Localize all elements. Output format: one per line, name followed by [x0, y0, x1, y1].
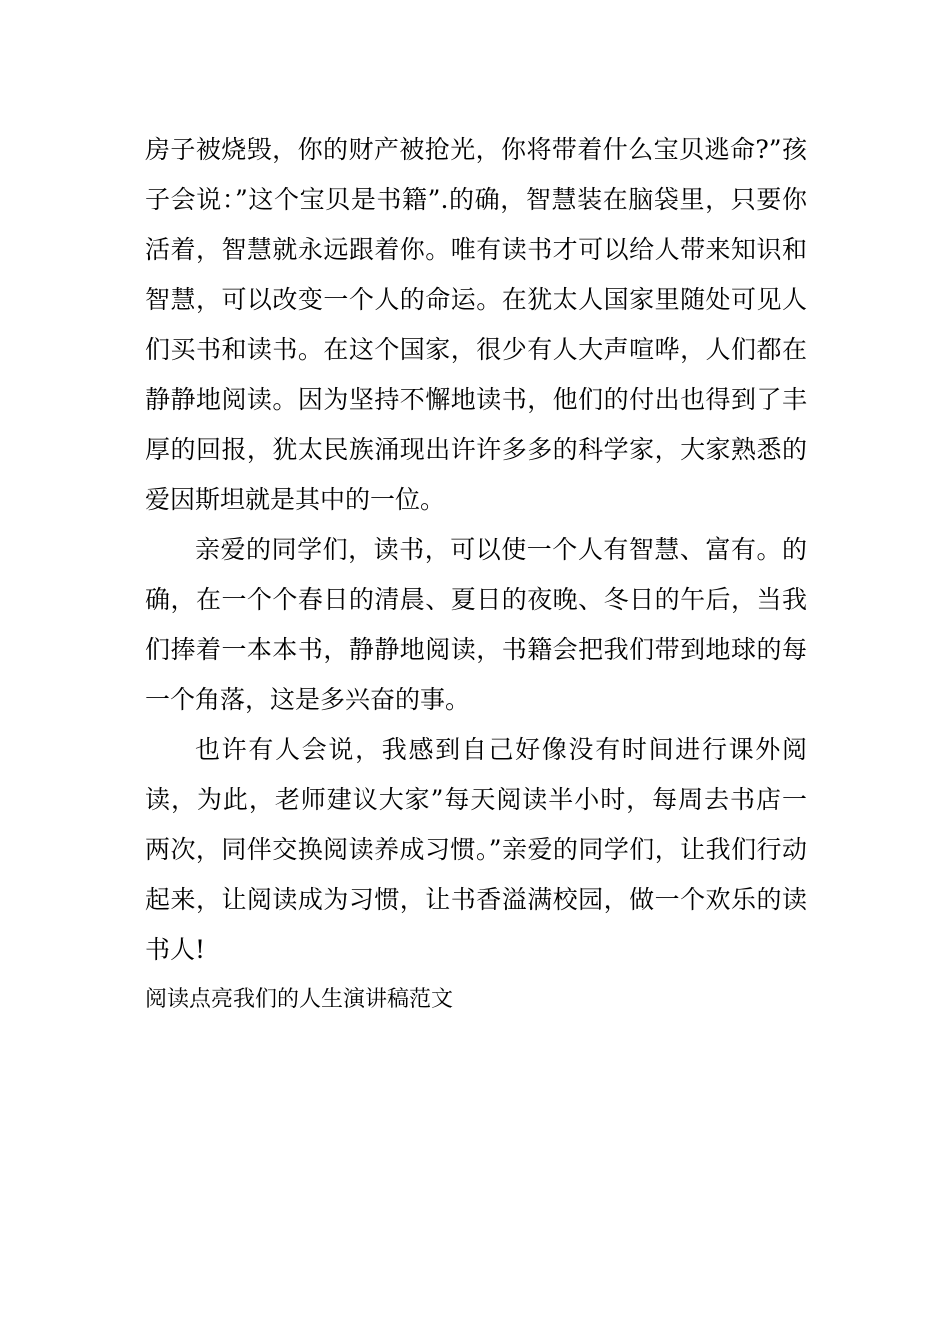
document-body: [145, 125, 807, 1025]
paragraph-1: 房子被烧毁，你的财产被抢光，你将带着什么宝贝逃命?”孩子会说：”这个宝贝是书籍”.的确，智慧装在脑袋里，只要你活着，智慧就永远跟着你。唯有读书才可以给人带来知识和智慧，可以改变一个人的命运。在犹太人国家里随处可见人们买书和读书。在这个国家，很少有人大声喧哗，人们都在静静地阅读。因为坚持不懈地读书，他们的付出也得到了丰厚的回报，犹太民族涌现出许许多多的科学家，大家熟悉的爱因斯坦就是其中的一位。: [145, 135, 807, 514]
paragraph-2: 亲爱的同学们，读书，可以使一个人有智慧、富有。的确，在一个个春日的清晨、夏日的夜晚、冬日的午后，当我们捧着一本本书，静静地阅读，书籍会把我们带到地球的每一个角落，这是多兴奋的事。: [145, 535, 807, 714]
document-title: 阅读点亮我们的人生演讲稿范文: [145, 987, 454, 1012]
paragraph-3: 也许有人会说，我感到自己好像没有时间进行课外阅读，为此，老师建议大家”每天阅读半小时，每周去书店一两次，同伴交换阅读养成习惯。”亲爱的同学们，让我们行动起来，让阅读成为习惯，让书香溢满校园，做一个欢乐的读书人!: [145, 735, 807, 964]
